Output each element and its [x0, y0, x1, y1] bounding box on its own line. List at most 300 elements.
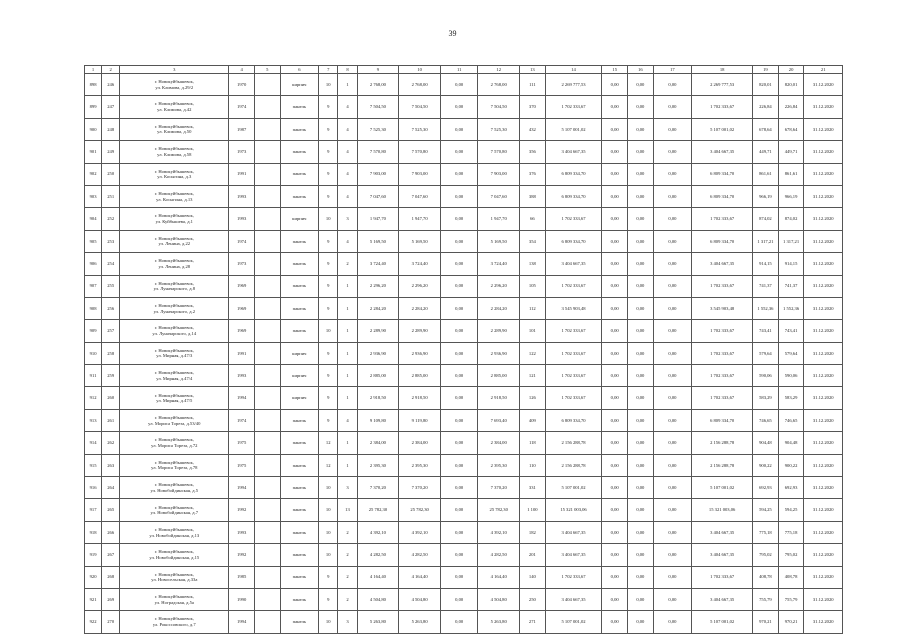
item-number-cell: 261: [102, 409, 120, 431]
floors-cell: 10: [319, 521, 338, 543]
blank-cell: [254, 588, 280, 610]
address-city: г. Новокуйбышевск,: [154, 616, 194, 622]
area-cell: 2 284,20: [399, 297, 441, 319]
cost-cell: 0,00: [602, 432, 628, 454]
area-cell: 2 384,00: [399, 432, 441, 454]
address-street: ул. Климова, д.42: [157, 107, 192, 113]
cost-cell: 1 702 333,67: [545, 387, 602, 409]
cost-cell: 0,00: [602, 566, 628, 588]
residents-cell: 356: [520, 141, 546, 163]
wall-material-cell: кирпич: [280, 365, 318, 387]
year-cell: 1974: [229, 230, 255, 252]
floors-cell: 10: [319, 320, 338, 342]
area-cell: 0,00: [440, 477, 477, 499]
area-cell: 0,00: [440, 163, 477, 185]
cost-cell: 0,00: [602, 253, 628, 275]
wall-material-cell: панель: [280, 499, 318, 521]
address-cell: [120, 611, 229, 633]
address-cell: [120, 74, 229, 96]
table-row: [85, 297, 843, 319]
address-street: ул. Новобойдинская, д.15: [149, 554, 200, 560]
cost-cell: 0,00: [653, 118, 691, 140]
address-city: г. Новокуйбышевск,: [154, 594, 194, 600]
row-number-cell: 902: [85, 163, 102, 185]
address-city: г. Новокуйбышевск,: [154, 549, 194, 555]
total-cost-cell: 3 404 667,35: [692, 141, 753, 163]
address-street: ул. Мирная, д.47/5: [156, 398, 193, 404]
item-number-cell: 265: [102, 499, 120, 521]
deadline-cell: 31.12.2020: [804, 320, 843, 342]
unit-cost-cell: 692,93: [778, 477, 804, 499]
cost-cell: 3 404 667,35: [545, 141, 602, 163]
total-area-cell: 2 936,90: [357, 342, 399, 364]
year-cell: 1994: [229, 611, 255, 633]
entrances-cell: 4: [338, 141, 357, 163]
address-cell: [120, 208, 229, 230]
cost-cell: 0,00: [628, 611, 654, 633]
address-cell: [120, 141, 229, 163]
cost-cell: 3 404 667,35: [545, 544, 602, 566]
wall-material-cell: панель: [280, 297, 318, 319]
address-city: г. Новокуйбышевск,: [154, 303, 194, 308]
item-number-cell: 254: [102, 253, 120, 275]
wall-material-cell: панель: [280, 409, 318, 431]
year-cell: 1994: [229, 387, 255, 409]
table-row: [85, 544, 843, 566]
column-number-cell: 1: [85, 66, 102, 74]
row-number-cell: 908: [85, 297, 102, 319]
year-cell: 1985: [229, 566, 255, 588]
row-number-cell: 909: [85, 320, 102, 342]
address-cell: [120, 454, 229, 476]
unit-cost-cell: 970,21: [778, 611, 804, 633]
floors-cell: 10: [319, 611, 338, 633]
cost-cell: 6 809 334,70: [545, 163, 602, 185]
unit-cost-cell: 590,06: [778, 365, 804, 387]
wall-material-cell: панель: [280, 230, 318, 252]
table-row: [85, 163, 843, 185]
wall-material-cell: кирпич: [280, 387, 318, 409]
unit-cost-cell: 594,25: [753, 499, 779, 521]
unit-cost-cell: 966,19: [753, 185, 779, 207]
cost-cell: 0,00: [653, 275, 691, 297]
item-number-cell: 256: [102, 297, 120, 319]
address-cell: [120, 185, 229, 207]
area-cell: 2 384,00: [478, 432, 520, 454]
address-street: ул. Мирная, д.47/3: [156, 353, 193, 359]
total-area-cell: 2 768,00: [357, 74, 399, 96]
area-cell: 0,00: [440, 387, 477, 409]
cost-cell: 2 156 288,78: [545, 432, 602, 454]
area-cell: 4 164,40: [399, 566, 441, 588]
unit-cost-cell: 1 552,36: [753, 297, 779, 319]
deadline-cell: 31.12.2020: [804, 499, 843, 521]
cost-cell: 0,00: [653, 74, 691, 96]
area-cell: 0,00: [440, 230, 477, 252]
cost-cell: 0,00: [628, 163, 654, 185]
residents-cell: 121: [520, 365, 546, 387]
year-cell: 1990: [229, 588, 255, 610]
entrances-cell: 4: [338, 185, 357, 207]
address-cell: [120, 499, 229, 521]
area-cell: 5 263,80: [399, 611, 441, 633]
deadline-cell: 31.12.2020: [804, 141, 843, 163]
area-cell: 25 782,30: [399, 499, 441, 521]
total-area-cell: 5 169,50: [357, 230, 399, 252]
blank-cell: [254, 185, 280, 207]
cost-cell: 0,00: [653, 521, 691, 543]
residents-cell: 105: [520, 275, 546, 297]
cost-cell: 0,00: [628, 409, 654, 431]
address-street: ул. Новосельская, д.33а: [151, 577, 198, 583]
column-number-cell: 14: [545, 66, 602, 74]
cost-cell: 0,00: [602, 297, 628, 319]
cost-cell: 0,00: [653, 141, 691, 163]
area-cell: 25 782,30: [478, 499, 520, 521]
table-row: [85, 588, 843, 610]
area-cell: 7 504,50: [399, 96, 441, 118]
total-cost-cell: 3 404 667,35: [692, 588, 753, 610]
unit-cost-cell: 746,65: [753, 409, 779, 431]
cost-cell: 0,00: [602, 365, 628, 387]
cost-cell: 0,00: [628, 387, 654, 409]
area-cell: 4 504,80: [478, 588, 520, 610]
cost-cell: 1 702 333,67: [545, 566, 602, 588]
cost-cell: 0,00: [602, 454, 628, 476]
residents-cell: 101: [520, 320, 546, 342]
entrances-cell: 3: [338, 208, 357, 230]
deadline-cell: 31.12.2020: [804, 118, 843, 140]
column-number-cell: 9: [357, 66, 399, 74]
residents-cell: 1 100: [520, 499, 546, 521]
residents-cell: 370: [520, 96, 546, 118]
column-number-cell: 18: [692, 66, 753, 74]
blank-cell: [254, 432, 280, 454]
area-cell: 2 296,20: [478, 275, 520, 297]
deadline-cell: 31.12.2020: [804, 566, 843, 588]
unit-cost-cell: 408,78: [753, 566, 779, 588]
area-cell: 0,00: [440, 365, 477, 387]
address-street: ул. Климова, д.58: [157, 151, 192, 157]
address-cell: [120, 387, 229, 409]
blank-cell: [254, 544, 280, 566]
table-row: [85, 365, 843, 387]
total-area-cell: 4 282,50: [357, 544, 399, 566]
cost-cell: 6 809 334,70: [545, 409, 602, 431]
unit-cost-cell: 775,18: [778, 521, 804, 543]
cost-cell: 0,00: [653, 454, 691, 476]
address-street: ул. Ленина, д.28: [158, 263, 191, 269]
row-number-cell: 911: [85, 365, 102, 387]
total-cost-cell: 1 702 333,67: [692, 208, 753, 230]
area-cell: 7 047,60: [399, 185, 441, 207]
table-row: [85, 499, 843, 521]
floors-cell: 9: [319, 253, 338, 275]
blank-cell: [254, 118, 280, 140]
residents-cell: 111: [520, 74, 546, 96]
cost-cell: 0,00: [628, 454, 654, 476]
address-street: ул. Луначарского, д.8: [153, 286, 195, 292]
address-cell: [120, 275, 229, 297]
table-row: [85, 141, 843, 163]
unit-cost-cell: 900,22: [778, 454, 804, 476]
wall-material-cell: панель: [280, 141, 318, 163]
column-number-cell: 4: [229, 66, 255, 74]
entrances-cell: 1: [338, 342, 357, 364]
cost-cell: 3 545 903,48: [545, 297, 602, 319]
cost-cell: 0,00: [628, 566, 654, 588]
total-cost-cell: 3 404 667,35: [692, 521, 753, 543]
blank-cell: [254, 297, 280, 319]
wall-material-cell: панель: [280, 611, 318, 633]
entrances-cell: 2: [338, 253, 357, 275]
cost-cell: 0,00: [653, 409, 691, 431]
cost-cell: 0,00: [653, 185, 691, 207]
residents-cell: 182: [520, 521, 546, 543]
address-cell: [120, 521, 229, 543]
area-cell: 0,00: [440, 185, 477, 207]
total-area-cell: 2 395,30: [357, 454, 399, 476]
address-city: г. Новокуйбышевск,: [154, 482, 194, 488]
total-area-cell: 2 296,20: [357, 275, 399, 297]
unit-cost-cell: 795,02: [778, 544, 804, 566]
unit-cost-cell: 874,02: [753, 208, 779, 230]
area-cell: 0,00: [440, 544, 477, 566]
residents-cell: 388: [520, 185, 546, 207]
row-number-cell: 912: [85, 387, 102, 409]
cost-cell: 0,00: [653, 342, 691, 364]
column-number-cell: 11: [440, 66, 477, 74]
total-area-cell: 7 504,50: [357, 96, 399, 118]
address-city: г. Новокуйбышевск,: [154, 392, 194, 398]
area-cell: 0,00: [440, 588, 477, 610]
area-cell: 0,00: [440, 409, 477, 431]
deadline-cell: 31.12.2020: [804, 454, 843, 476]
column-number-cell: 2: [102, 66, 120, 74]
address-street: ул. Климова, д.29/2: [155, 84, 194, 90]
total-cost-cell: 1 702 333,67: [692, 387, 753, 409]
deadline-cell: 31.12.2020: [804, 387, 843, 409]
wall-material-cell: кирпич: [280, 342, 318, 364]
cost-cell: 0,00: [653, 320, 691, 342]
item-number-cell: 250: [102, 163, 120, 185]
year-cell: 1992: [229, 499, 255, 521]
total-area-cell: 2 885,00: [357, 365, 399, 387]
item-number-cell: 248: [102, 118, 120, 140]
row-number-cell: 907: [85, 275, 102, 297]
floors-cell: 9: [319, 118, 338, 140]
cost-cell: 6 809 334,70: [545, 185, 602, 207]
cost-cell: 0,00: [602, 588, 628, 610]
entrances-cell: 4: [338, 230, 357, 252]
table-row: [85, 454, 843, 476]
deadline-cell: 31.12.2020: [804, 611, 843, 633]
area-cell: 7 570,80: [399, 141, 441, 163]
area-cell: 2 395,30: [399, 454, 441, 476]
column-number-header: [85, 66, 843, 74]
entrances-cell: 2: [338, 566, 357, 588]
row-number-cell: 901: [85, 141, 102, 163]
total-cost-cell: 3 545 903,48: [692, 297, 753, 319]
table-row: [85, 118, 843, 140]
deadline-cell: 31.12.2020: [804, 230, 843, 252]
row-number-cell: 916: [85, 477, 102, 499]
entrances-cell: 4: [338, 96, 357, 118]
blank-cell: [254, 230, 280, 252]
wall-material-cell: панель: [280, 118, 318, 140]
address-cell: [120, 163, 229, 185]
total-cost-cell: 5 107 001,02: [692, 477, 753, 499]
column-number-cell: 10: [399, 66, 441, 74]
residents-cell: 271: [520, 611, 546, 633]
address-city: г. Новокуйбышевск,: [154, 325, 194, 331]
unit-cost-cell: 861,61: [778, 163, 804, 185]
cost-cell: 5 107 001,02: [545, 477, 602, 499]
year-cell: 1993: [229, 185, 255, 207]
total-cost-cell: 3 404 667,35: [692, 253, 753, 275]
table-row: [85, 275, 843, 297]
item-number-cell: 251: [102, 185, 120, 207]
cost-cell: 5 107 001,02: [545, 118, 602, 140]
address-cell: [120, 409, 229, 431]
unit-cost-cell: 590,06: [753, 365, 779, 387]
address-city: г. Новокуйбышевск,: [154, 414, 194, 420]
residents-cell: 331: [520, 477, 546, 499]
unit-cost-cell: 1 552,36: [778, 297, 804, 319]
row-number-cell: 905: [85, 230, 102, 252]
area-cell: 0,00: [440, 118, 477, 140]
table-row: [85, 208, 843, 230]
cost-cell: 0,00: [653, 365, 691, 387]
area-cell: 0,00: [440, 342, 477, 364]
year-cell: 1991: [229, 163, 255, 185]
area-cell: 7 693,40: [478, 409, 520, 431]
entrances-cell: 2: [338, 521, 357, 543]
area-cell: 0,00: [440, 432, 477, 454]
cost-cell: 0,00: [628, 432, 654, 454]
address-city: г. Новокуйбышевск,: [154, 347, 194, 353]
address-street: ул. Новобойдинская, д.7: [150, 510, 199, 516]
floors-cell: 10: [319, 544, 338, 566]
address-cell: [120, 297, 229, 319]
deadline-cell: 31.12.2020: [804, 588, 843, 610]
cost-cell: 0,00: [628, 118, 654, 140]
cost-cell: 2 156 288,78: [545, 454, 602, 476]
cost-cell: 0,00: [602, 208, 628, 230]
total-cost-cell: 6 809 334,70: [692, 163, 753, 185]
area-cell: 0,00: [440, 96, 477, 118]
item-number-cell: 255: [102, 275, 120, 297]
address-city: г. Новокуйбышевск,: [154, 459, 194, 465]
address-street: ул. Новобойдинская, д.5: [150, 487, 199, 493]
area-cell: 1 947,70: [478, 208, 520, 230]
area-cell: 0,00: [440, 566, 477, 588]
floors-cell: 9: [319, 230, 338, 252]
address-street: ул. Косыгина, д.13: [156, 196, 193, 202]
wall-material-cell: панель: [280, 477, 318, 499]
address-cell: [120, 544, 229, 566]
address-cell: [120, 253, 229, 275]
wall-material-cell: панель: [280, 566, 318, 588]
deadline-cell: 31.12.2020: [804, 185, 843, 207]
housing-register-table: [84, 65, 843, 634]
column-number-cell: 17: [653, 66, 691, 74]
item-number-cell: 264: [102, 477, 120, 499]
blank-cell: [254, 275, 280, 297]
residents-cell: 409: [520, 409, 546, 431]
area-cell: 4 392,10: [478, 521, 520, 543]
total-area-cell: 2 918,50: [357, 387, 399, 409]
cost-cell: 0,00: [653, 477, 691, 499]
wall-material-cell: панель: [280, 253, 318, 275]
total-area-cell: 4 504,80: [357, 588, 399, 610]
area-cell: 7 525,30: [478, 118, 520, 140]
address-city: г. Новокуйбышевск,: [154, 370, 194, 376]
area-cell: 0,00: [440, 611, 477, 633]
total-cost-cell: 6 809 334,70: [692, 230, 753, 252]
residents-cell: 118: [520, 432, 546, 454]
year-cell: 1992: [229, 544, 255, 566]
item-number-cell: 252: [102, 208, 120, 230]
floors-cell: 9: [319, 342, 338, 364]
cost-cell: 1 702 333,67: [545, 96, 602, 118]
blank-cell: [254, 521, 280, 543]
cost-cell: 0,00: [602, 320, 628, 342]
table-row: [85, 342, 843, 364]
address-cell: [120, 365, 229, 387]
entrances-cell: 4: [338, 118, 357, 140]
address-cell: [120, 588, 229, 610]
entrances-cell: 3: [338, 477, 357, 499]
cost-cell: 5 107 001,02: [545, 611, 602, 633]
year-cell: 1973: [229, 141, 255, 163]
item-number-cell: 258: [102, 342, 120, 364]
area-cell: 9 119,80: [399, 409, 441, 431]
unit-cost-cell: 904,48: [778, 432, 804, 454]
area-cell: 7 370,20: [478, 477, 520, 499]
cost-cell: 0,00: [602, 499, 628, 521]
total-cost-cell: 2 156 288,78: [692, 432, 753, 454]
blank-cell: [254, 454, 280, 476]
deadline-cell: 31.12.2020: [804, 253, 843, 275]
unit-cost-cell: 743,41: [753, 320, 779, 342]
cost-cell: 0,00: [628, 499, 654, 521]
cost-cell: 1 702 333,67: [545, 342, 602, 364]
table-row: [85, 387, 843, 409]
address-city: г. Новокуйбышевск,: [154, 235, 194, 241]
item-number-cell: 268: [102, 566, 120, 588]
total-cost-cell: 1 702 333,67: [692, 320, 753, 342]
entrances-cell: 1: [338, 275, 357, 297]
cost-cell: 0,00: [653, 208, 691, 230]
wall-material-cell: панель: [280, 163, 318, 185]
unit-cost-cell: 900,22: [753, 454, 779, 476]
unit-cost-cell: 861,61: [753, 163, 779, 185]
item-number-cell: 259: [102, 365, 120, 387]
total-cost-cell: 1 702 333,67: [692, 96, 753, 118]
cost-cell: 0,00: [628, 342, 654, 364]
blank-cell: [254, 409, 280, 431]
area-cell: 2 768,00: [399, 74, 441, 96]
total-cost-cell: 1 702 333,67: [692, 342, 753, 364]
table-row: [85, 320, 843, 342]
column-number-cell: 13: [520, 66, 546, 74]
unit-cost-cell: 970,21: [753, 611, 779, 633]
address-street: ул. Мориса Тореза, д.78: [151, 465, 198, 471]
blank-cell: [254, 208, 280, 230]
row-number-cell: 920: [85, 566, 102, 588]
blank-cell: [254, 163, 280, 185]
